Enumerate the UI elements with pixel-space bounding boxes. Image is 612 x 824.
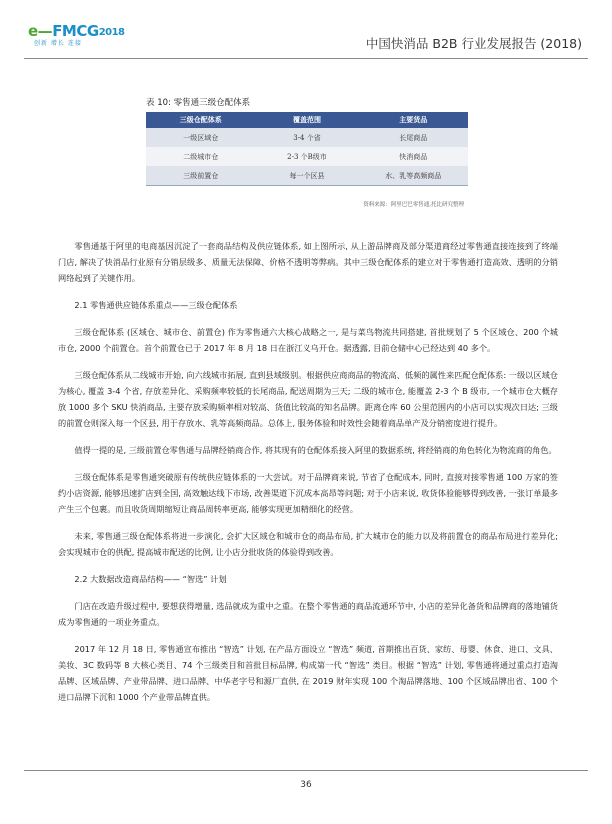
logo-main-text: FMCG bbox=[52, 22, 99, 40]
paragraph: 2017 年 12 月 18 日, 零售通宣布推出 “智选” 计划, 在产品方面设立 “智选” 频道, 首期推出百货、家纺、母婴、休食、进口、文具、美妆、3C 数码等 8 大核心类目、74 个三级类目和首批目标品牌, 构成第一代 “智选” 类目。根据 “智选” 计划, 零售通将通过重点打造淘品牌、区域品牌、产业带品牌、进口品牌、中华老字号和源厂直供, 在 2019 财年实现 100 个淘品牌落地、100 个区域品牌出省、100 个进口品牌下沉和 1000 个产业带品牌直供。 bbox=[58, 644, 558, 702]
document-title: 中国快消品 B2B 行业发展报告 (2018) bbox=[365, 36, 582, 51]
table-row bbox=[146, 147, 468, 166]
section-heading: 2.1 零售通供应链体系重点——三级仓配体系 bbox=[74, 300, 238, 310]
section-heading: 2.2 大数据改造商品结构—— “智选” 计划 bbox=[74, 574, 227, 584]
table-cell: 二级城市仓 bbox=[146, 147, 255, 166]
paragraph: 未来, 零售通三级仓配体系将进一步演化, 会扩大区域仓和城市仓的商品布局, 扩大城市仓的能力以及将前置仓的商品布局进行差异化; 会实现城市仓的供配, 提高城市配送的比例, 让小店分批收货的体验得到改善。 bbox=[58, 531, 558, 557]
fmcg-logo bbox=[28, 22, 138, 54]
page-number: 36 bbox=[300, 780, 312, 790]
table-header-cell: 覆盖范围 bbox=[255, 112, 358, 128]
page-header bbox=[0, 0, 612, 60]
paragraph: 三级仓配体系 (区域仓、城市仓、前置仓) 作为零售通六大核心战略之一, 是与菜鸟物流共同搭建, 首批规划了 5 个区域仓、200 个城市仓, 2000 个前置仓。首个前置仓已于 2017 年 8 月 18 日在浙江义乌开仓。据透露, 目前仓储中心已经达到 40 多个。 bbox=[58, 327, 558, 353]
table-cell: 三级前置仓 bbox=[146, 166, 255, 186]
table-cell: 长尾商品 bbox=[359, 128, 469, 147]
logo-year: 2018 bbox=[98, 27, 125, 38]
table-header-cell: 三级仓配体系 bbox=[146, 112, 255, 128]
warehouse-table bbox=[146, 112, 468, 186]
table-cell: 3-4 个省 bbox=[255, 128, 358, 147]
table-cell: 一级区域仓 bbox=[146, 128, 255, 147]
table-row bbox=[146, 128, 468, 147]
header-divider bbox=[24, 58, 588, 59]
paragraph: 值得一提的是, 三级前置仓零售通与品牌经销商合作, 将其现有的仓配体系接入阿里的数据系统, 将经销商的角色转化为物流商的角色。 bbox=[74, 445, 557, 455]
table-cell: 水、乳等高频商品 bbox=[359, 166, 469, 186]
table-cell: 快消商品 bbox=[359, 147, 469, 166]
paragraph: 零售通基于阿里的电商基因沉淀了一套商品结构及供应链体系, 如上图所示, 从上游品牌商及部分渠道商经过零售通直接连接到了终端门店, 解决了快消品行业原有分销层级多、质量无法保障、价格不透明等弊病。其中三级仓配体系的建立对于零售通打造高效、透明的分销网络起到了关键作用。 bbox=[58, 241, 558, 283]
table-header-row bbox=[146, 112, 468, 128]
table-cell: 每一个区县 bbox=[255, 166, 358, 186]
table-header-cell: 主要货品 bbox=[359, 112, 469, 128]
table-row bbox=[146, 166, 468, 186]
table-source: 资料来源：阿里巴巴零售通,托比研究整理 bbox=[363, 202, 464, 208]
logo-dash-icon: e— bbox=[28, 22, 53, 40]
footer-divider bbox=[24, 770, 588, 771]
paragraph: 三级仓配体系从二线城市开始, 向六线城市拓展, 直到县域级别。根据供应商商品的物流高、低频的属性来匹配仓配体系: 一级以区域仓为核心, 覆盖 3-4 个省, 存放差异化、采购频率较低的长尾商品, 配送周期为三天; 二级的城市仓, 能覆盖 2-3 个 B 级市, 一个城市仓大概存放 1000 多个 SKU 快消商品, 主要存放采购频率相对较高、货值比较高的知名品牌。距离仓库 60 公里范围内的小店可以实现次日达; 三级的前置仓则深入每一个区县, 用于存放水、乳等高频商品。总体上, 服务体验和时效性会随着商品单产及分销密度进行提升。 bbox=[58, 370, 558, 428]
paragraph: 三级仓配体系是零售通突破原有传统供应链体系的一大尝试。对于品牌商来说, 节省了仓配成本, 同时, 直接对接零售通 100 万家的签约小店资源, 能够迅速扩店到全国, 高效触达线下市场, 改善渠道下沉成本高昂等问题; 对于小店来说, 收货体验能够得到改善, 一张订单最多产生三个包裹。而且收货周期缩短让商品周转率更高, 能够实现更加精细化的经营。 bbox=[58, 472, 558, 514]
table-caption: 表 10: 零售通三级仓配体系 bbox=[146, 98, 251, 108]
paragraph: 门店在改造升级过程中, 要想获得增量, 选品就成为重中之重。在整个零售通的商品流通环节中, 小店的差异化备货和品牌商的落地铺货成为零售通的一项业务重点。 bbox=[58, 601, 558, 627]
logo-subtitle: 创新 增长 连接 bbox=[34, 40, 82, 47]
table-cell: 2-3 个B级市 bbox=[255, 147, 358, 166]
report-body bbox=[58, 238, 558, 716]
